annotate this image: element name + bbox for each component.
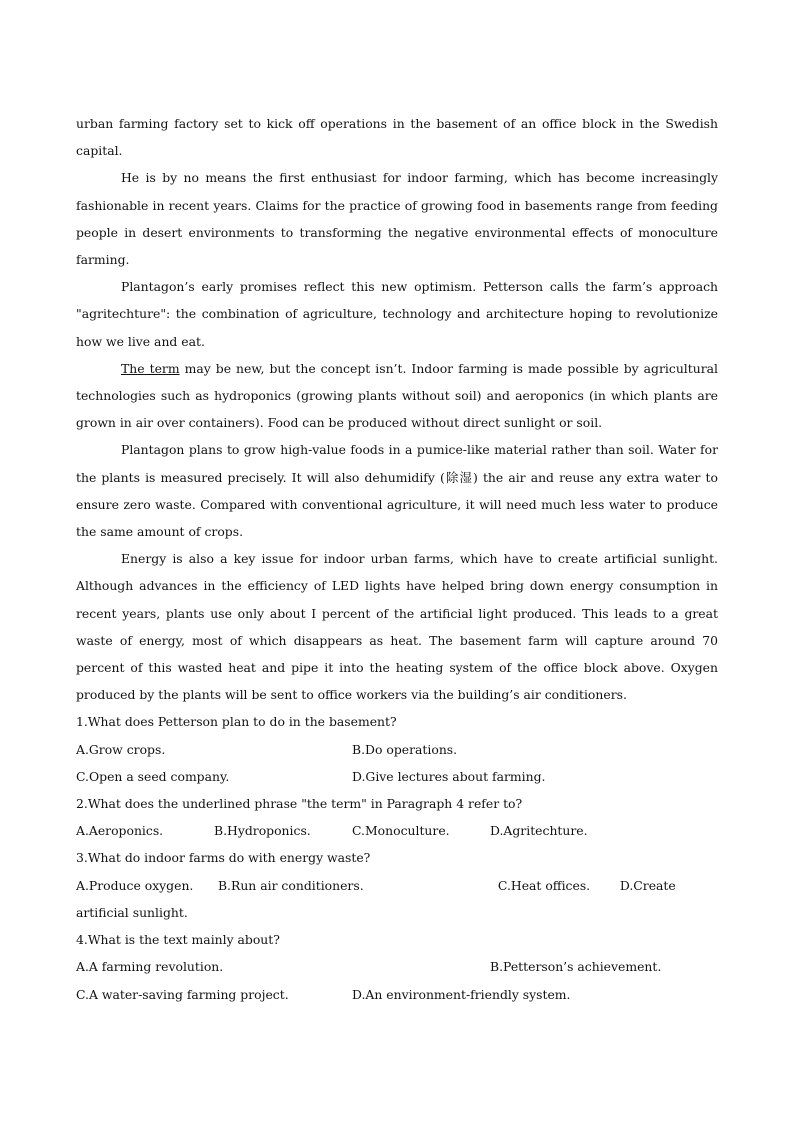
q2-option-d: D.Agritechture. <box>490 823 588 839</box>
q4-option-b: B.Petterson’s achievement. <box>490 959 662 975</box>
question-1-options <box>76 736 718 790</box>
question-4-stem: 4.What is the text mainly about? <box>76 932 280 948</box>
question-4-options-row1 <box>76 953 718 980</box>
q3-option-c: C.Heat offices. <box>497 877 591 893</box>
q1-option-c: C.Open a seed company. <box>76 768 230 784</box>
passage-paragraph-3 <box>76 355 718 437</box>
q2-option-a: A.Aeroponics. <box>76 823 164 839</box>
question-1-stem: 1.What does Petterson plan to do in the basement? <box>76 714 397 730</box>
passage-paragraph-5: Energy is also a key issue for indoor urban farms, which have to create artificial sunlight. Although advances in the efficiency of LED lights have helped bring down energy consumption in recent years, plants use only about I percent of the artificial light produced. This leads to a great waste of energy, most of which disappears as heat. The basement farm will capture around 70 percent of this wasted heat and pipe it into the heating system of the office block above. Oxygen produced by the plants will be sent to office workers via the building’s air conditioners. <box>76 551 718 703</box>
question-3-stem: 3.What do indoor farms do with energy waste? <box>76 850 371 866</box>
question-2-stem: 2.What does the underlined phrase "the term" in Paragraph 4 refer to? <box>76 796 523 812</box>
question-2-options <box>76 817 718 844</box>
q1-option-b: B.Do operations. <box>352 741 458 757</box>
q4-option-a: A.A farming revolution. <box>76 959 224 975</box>
q2-option-c: C.Monoculture. <box>352 823 450 839</box>
passage-paragraph-4: Plantagon plans to grow high-value foods in a pumice-like material rather than soil. Water for the plants is measured precisely. It will also dehumidify (除湿) the air and reuse any extra water to ensure zero waste. Compared with conventional agriculture, it will need much less water to produce the same amount of crops. <box>76 442 718 540</box>
q2-option-b: B.Hydroponics. <box>214 823 311 839</box>
q3-option-d: D.Create artificial sunlight. <box>76 877 676 920</box>
paragraph-3-text: may be new, but the concept isn’t. Indoor farming is made possible by agricultural technologies such as hydroponics (growing plants without soil) and aeroponics (in which plants are grown in air over containers). Food can be produced without direct sunlight or soil. <box>76 360 718 431</box>
q4-option-c: C.A water-saving farming project. <box>76 986 289 1002</box>
passage-paragraph-1: He is by no means the first enthusiast for indoor farming, which has become increasingly fashionable in recent years. Claims for the practice of growing food in basements range from feeding people in desert environments to transforming the negative environmental effects of monoculture farming. <box>76 170 718 268</box>
document-page <box>76 110 718 1008</box>
underlined-phrase: The term <box>121 360 180 376</box>
passage-paragraph-2: Plantagon’s early promises reflect this new optimism. Petterson calls the farm’s approach "agritechture": the combination of agriculture, technology and architecture hoping to revolutionize how we live and eat. <box>76 279 718 349</box>
q1-option-a: A.Grow crops. <box>76 741 166 757</box>
question-4-options-row2 <box>76 981 718 1008</box>
q1-option-d: D.Give lectures about farming. <box>352 768 546 784</box>
q4-option-d: D.An environment-friendly system. <box>352 986 571 1002</box>
passage-paragraph-0: urban farming factory set to kick off operations in the basement of an office block in the Swedish capital. <box>76 116 718 159</box>
question-3-options <box>76 872 718 926</box>
q3-option-a: A.Produce oxygen. <box>76 877 194 893</box>
q3-option-b: B.Run air conditioners. <box>217 877 364 893</box>
